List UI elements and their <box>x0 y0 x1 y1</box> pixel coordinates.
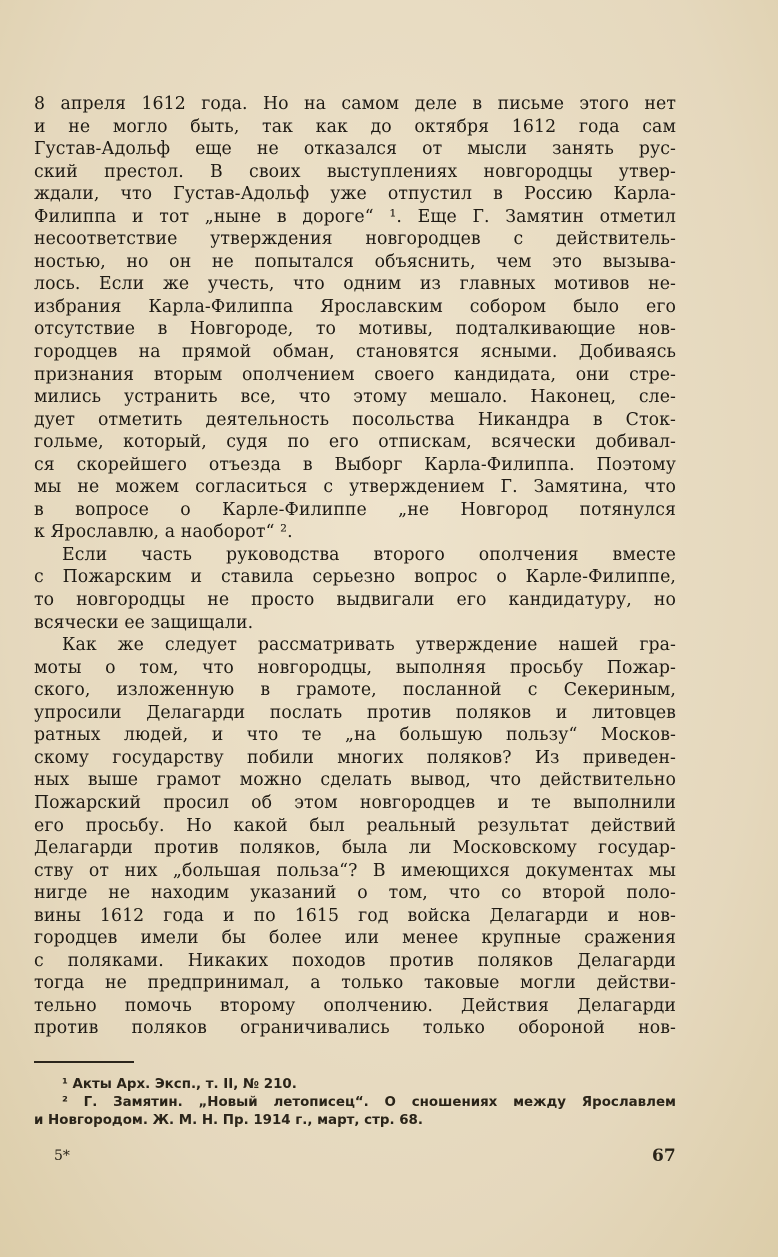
text-line: гольме, который, судя по его отпискам, всячески добивал- <box>34 432 676 453</box>
page-number: 67 <box>652 1146 676 1166</box>
text-line: упросили Делагарди послать против поляков и литовцев <box>34 702 676 723</box>
text-line: ский престол. В своих выступлениях новгородцы утвер- <box>34 161 676 182</box>
text-line: несоответствие утверждения новгородцев с действитель- <box>34 229 676 250</box>
text-line: мились устранить все, что этому мешало. Наконец, сле- <box>34 387 676 408</box>
text-line: с Пожарским и ставила серьезно вопрос о Карле-Филиппе, <box>34 567 676 588</box>
text-line: городцев имели бы более или менее крупные сражения <box>34 928 676 949</box>
text-line: тогда не предпринимал, а только таковые могли действи- <box>34 973 676 994</box>
footnote-2: ² Г. Замятин. „Новый летописец“. О сношениях между Ярославлем <box>62 1095 676 1110</box>
text-line: городцев на прямой обман, становятся ясными. Добиваясь <box>34 342 676 363</box>
text-line: дует отметить деятельность посольства Никандра в Сток- <box>34 409 676 430</box>
text-line: ся скорейшего отъезда в Выборг Карла-Филиппа. Поэтому <box>34 454 676 475</box>
text-line: нигде не находим указаний о том, что со второй поло- <box>34 883 676 904</box>
printer-signature: 5* <box>54 1148 70 1164</box>
text-line: с поляками. Никаких походов против поляков Делагарди <box>34 950 676 971</box>
text-line: ратных людей, и что те „на большую пользу“ Москов- <box>34 725 676 746</box>
text-line: моты о том, что новгородцы, выполняя просьбу Пожар- <box>34 657 676 678</box>
text-line: Пожарский просил об этом новгородцев и те выполнили <box>34 792 676 813</box>
text-line: Густав-Адольф еще не отказался от мысли занять рус- <box>34 139 676 160</box>
text-line: 8 апреля 1612 года. Но на самом деле в письме этого нет <box>34 94 676 114</box>
text-line: всячески ее защищали. <box>34 612 254 633</box>
text-line: то новгородцы не просто выдвигали его кандидатуру, но <box>34 590 676 611</box>
text-line: к Ярославлю, а наоборот“ ². <box>34 522 293 543</box>
text-line: ных выше грамот можно сделать вывод, что действительно <box>34 770 676 791</box>
text-line: отсутствие в Новгороде, то мотивы, подталкивающие нов- <box>34 319 676 340</box>
footnote-2-continuation: и Новгородом. Ж. М. Н. Пр. 1914 г., март, стр. 68. <box>34 1113 423 1128</box>
text-line: ностью, но он не попытался объяснить, чем это вызыва- <box>34 251 676 272</box>
text-line: лось. Если же учесть, что одним из главных мотивов не- <box>34 274 676 295</box>
text-line: против поляков ограничивались только обороной нов- <box>34 1018 676 1039</box>
text-line: его просьбу. Но какой был реальный результат действий <box>34 815 676 836</box>
footnote-divider <box>34 1061 134 1063</box>
text-line: Как же следует рассматривать утверждение нашей гра- <box>62 635 676 656</box>
text-line: Филиппа и тот „ныне в дороге“ ¹. Еще Г. Замятин отметил <box>34 206 676 227</box>
text-line: признания вторым ополчением своего кандидата, они стре- <box>34 364 676 385</box>
text-line: тельно помочь второму ополчению. Действия Делагарди <box>34 995 676 1016</box>
text-line: в вопросе о Карле-Филиппе „не Новгород потянулся <box>34 499 676 520</box>
text-line: скому государству побили многих поляков? Из приведен- <box>34 747 676 768</box>
text-line: Если часть руководства второго ополчения вместе <box>62 544 676 565</box>
text-line: ству от них „большая польза“? В имеющихся документах мы <box>34 860 676 881</box>
footnote-1: ¹ Акты Арх. Эксп., т. II, № 210. <box>62 1077 297 1092</box>
text-line: Делагарди против поляков, была ли Московскому государ- <box>34 838 676 859</box>
text-line: вины 1612 года и по 1615 год войска Делагарди и нов- <box>34 905 676 926</box>
text-line: и не могло быть, так как до октября 1612 года сам <box>34 116 676 137</box>
text-line: мы не можем согласиться с утверждением Г. Замятина, что <box>34 477 676 498</box>
body-text <box>34 93 676 1040</box>
text-line: избрания Карла-Филиппа Ярославским собором было его <box>34 296 676 317</box>
text-line: ждали, что Густав-Адольф уже отпустил в Россию Карла- <box>34 184 676 205</box>
text-line: ского, изложенную в грамоте, посланной с Секериным, <box>34 680 676 701</box>
